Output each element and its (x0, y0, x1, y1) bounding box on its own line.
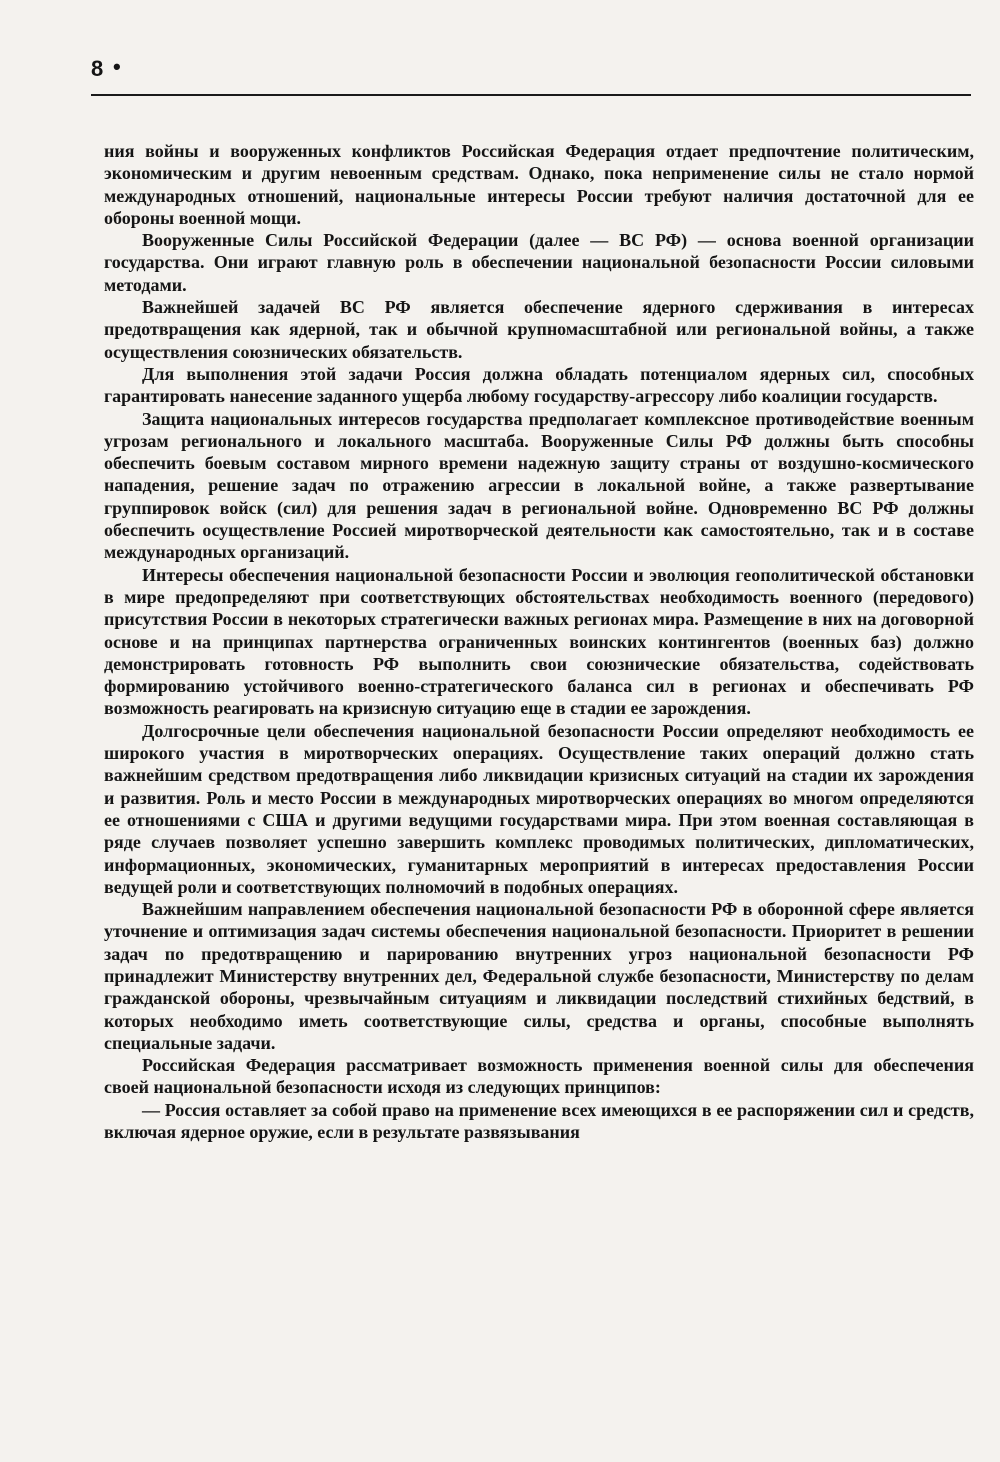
paragraph-5: Защита национальных интересов государства предполагает комплексное противодействие военным угрозам регионального и локального масштаба. Вооруженные Силы РФ должны быть способны обеспечить боевым составом мирного времени надежную защиту страны от воздушно-космического нападения, решение задач по отражению агрессии в локальной войне, а также развертывание группировок войск (сил) для решения задач в региональной войне. Одновременно ВС РФ должны обеспечить осуществление Россией миротворческой деятельности как самостоятельно, так и в составе международных организаций. (104, 408, 974, 563)
paragraph-6: Интересы обеспечения национальной безопасности России и эволюция геополитической обстановки в мире предопределяют при соответствующих обстоятельствах необходимость военного (передового) присутствия России в некоторых стратегически важных регионах мира. Размещение в них на договорной основе и на принципах партнерства ограниченных воинских контингентов (военных баз) должно демонстрировать готовность РФ выполнить свои союзнические обязательства, содействовать формированию устойчивого военно-стратегического баланса сил в регионах и обеспечивать РФ возможность реагировать на кризисную ситуацию еще в стадии ее зарождения. (104, 564, 974, 719)
paragraph-7: Долгосрочные цели обеспечения национальной безопасности России определяют необходимость ее широкого участия в миротворческих операциях. Осуществление таких операций должно стать важнейшим средством предотвращения либо ликвидации кризисных ситуаций на стадии их зарождения и развития. Роль и место России в международных миротворческих операциях во многом определяются ее отношениями с США и другими ведущими государствами мира. При этом военная составляющая в ряде случаев позволяет успешно завершить комплекс проводимых политических, дипломатических, информационных, экономических, гуманитарных мероприятий в интересах предоставления России ведущей роли и соответствующих полномочий в подобных операциях. (104, 720, 974, 897)
paragraph-8: Важнейшим направлением обеспечения национальной безопасности РФ в оборонной сфере является уточнение и оптимизация задач системы обеспечения национальной безопасности. Приоритет в решении задач по предотвращению и парированию внутренних угроз национальной безопасности РФ принадлежит Министерству внутренних дел, Федеральной службе безопасности, Министерству по делам гражданской обороны, чрезвычайным ситуациям и ликвидации последствий стихийных бедствий, в которых необходимо иметь соответствующие силы, средства и органы, способные выполнять специальные задачи. (104, 899, 974, 1053)
body-text (104, 140, 974, 1143)
page-number: 8 (91, 56, 105, 81)
paragraph-10: — Россия оставляет за собой право на применение всех имеющихся в ее распоряжении сил и средств, включая ядерное оружие, если в результате развязывания (104, 1099, 974, 1143)
paragraph-4: Для выполнения этой задачи Россия должна обладать потенциалом ядерных сил, способных гарантировать нанесение заданного ущерба любому государству-агрессору либо коалиции государств. (104, 363, 974, 407)
paragraph-2: Вооруженные Силы Российской Федерации (далее — ВС РФ) — основа военной организации государства. Они играют главную роль в обеспечении национальной безопасности России силовыми методами. (104, 230, 974, 295)
header-rule (91, 94, 971, 96)
paragraph-9: Российская Федерация рассматривает возможность применения военной силы для обеспечения своей национальной безопасности исходя из следующих принципов: (104, 1055, 974, 1098)
paragraph-3: Важнейшей задачей ВС РФ является обеспечение ядерного сдерживания в интересах предотвращения как ядерной, так и обычной крупномасштабной или региональной войны, а также осуществления союзнических обязательств. (104, 297, 974, 362)
header-bullet: • (113, 54, 121, 79)
paragraph-1: ния войны и вооруженных конфликтов Российская Федерация отдает предпочтение политическим, экономическим и другим невоенным средствам. Однако, пока неприменение силы не стало нормой международных отношений, национальные интересы России требуют наличия достаточной для ее обороны военной мощи. (104, 141, 974, 228)
page-header (91, 52, 971, 100)
